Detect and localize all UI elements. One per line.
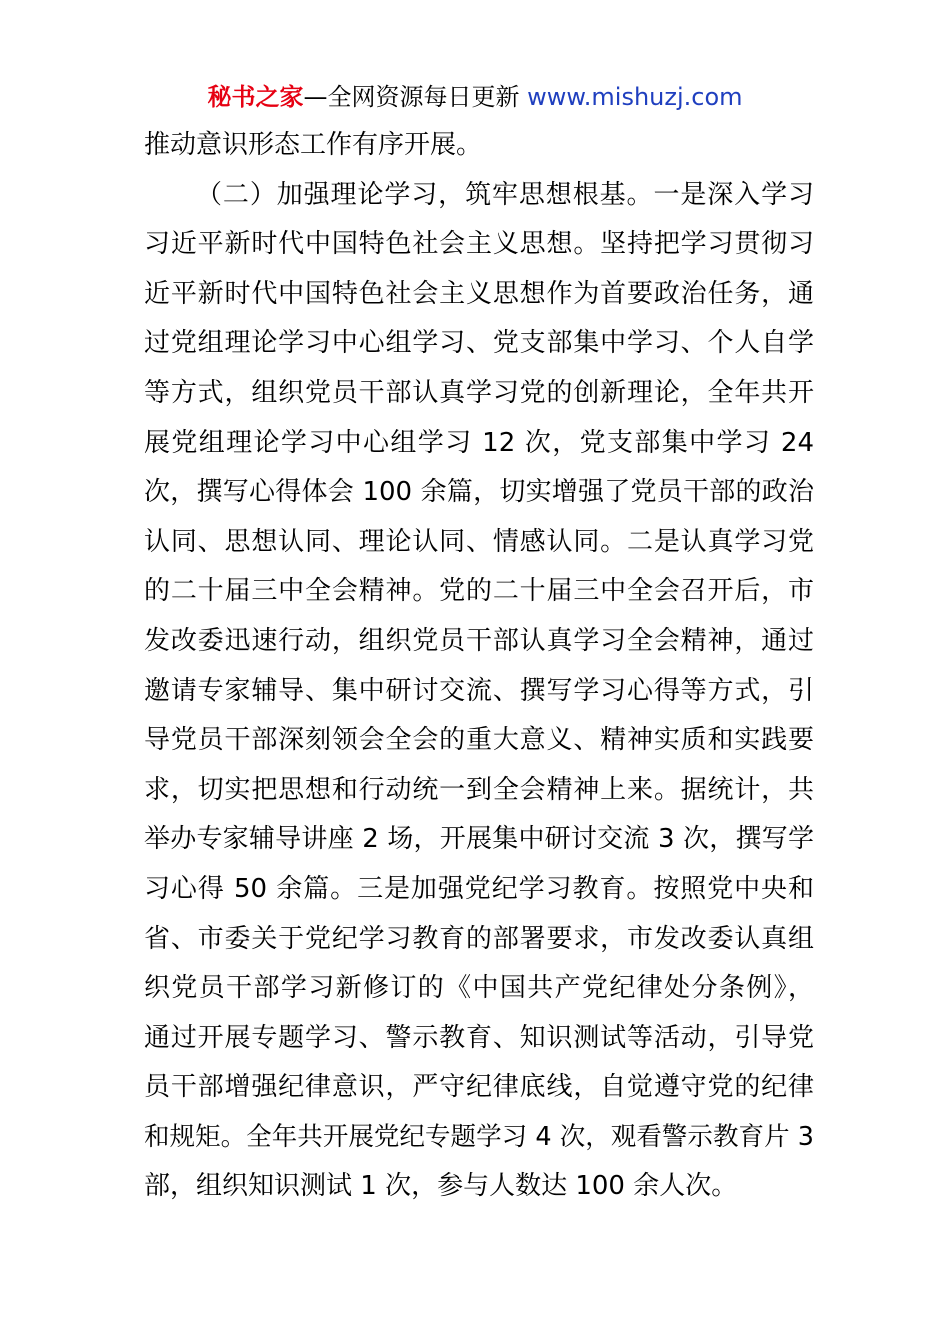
text-line: 部，组织知识测试 1 次，参与人数达 100 余人次。: [144, 1171, 738, 1202]
site-slogan: —全网资源每日更新: [303, 83, 520, 111]
text-line: 习近平新时代中国特色社会主义思想。坚持把学习贯彻习: [144, 229, 814, 260]
document-body: [144, 121, 814, 1212]
text-line: 和规矩。全年共开展党纪专题学习 4 次，观看警示教育片 3: [144, 1121, 814, 1152]
site-brand: 秘书之家: [207, 83, 304, 111]
text-line: 邀请专家辅导、集中研讨交流、撰写学习心得等方式，引: [144, 675, 814, 706]
text-line: 发改委迅速行动，组织党员干部认真学习全会精神，通过: [144, 625, 814, 656]
text-line: 员干部增强纪律意识，严守纪律底线，自觉遵守党的纪律: [144, 1072, 814, 1103]
text-line: 的二十届三中全会精神。党的二十届三中全会召开后，市: [144, 576, 814, 607]
text-line: 展党组理论学习中心组学习 12 次，党支部集中学习 24: [144, 427, 814, 458]
text-line: 导党员干部深刻领会全会的重大意义、精神实质和实践要: [144, 725, 814, 756]
text-line: 过党组理论学习中心组学习、党支部集中学习、个人自学: [144, 328, 814, 359]
page-header: [0, 80, 950, 114]
text-line: 等方式，组织党员干部认真学习党的创新理论，全年共开: [144, 377, 814, 408]
text-line: 织党员干部学习新修订的《中国共产党纪律处分条例》，: [144, 973, 814, 1004]
text-line: 认同、思想认同、理论认同、情感认同。二是认真学习党: [144, 526, 814, 557]
text-line: 近平新时代中国特色社会主义思想作为首要政治任务，通: [144, 278, 814, 309]
text-line: 通过开展专题学习、警示教育、知识测试等活动，引导党: [144, 1022, 814, 1053]
text-line: 推动意识形态工作有序开展。: [144, 130, 483, 160]
text-line: 省、市委关于党纪学习教育的部署要求，市发改委认真组: [144, 923, 814, 954]
paragraph-heading-line: （二）加强理论学习，筑牢思想根基。一是深入学习: [196, 179, 814, 210]
text-line: 习心得 50 余篇。三是加强党纪学习教育。按照党中央和: [144, 873, 814, 904]
text-line: 举办专家辅导讲座 2 场，开展集中研讨交流 3 次，撰写学: [144, 824, 814, 855]
site-url[interactable]: www.mishuzj.com: [527, 83, 743, 111]
text-line: 次，撰写心得体会 100 余篇，切实增强了党员干部的政治: [144, 477, 814, 508]
text-line: 求，切实把思想和行动统一到全会精神上来。据统计，共: [144, 774, 814, 805]
